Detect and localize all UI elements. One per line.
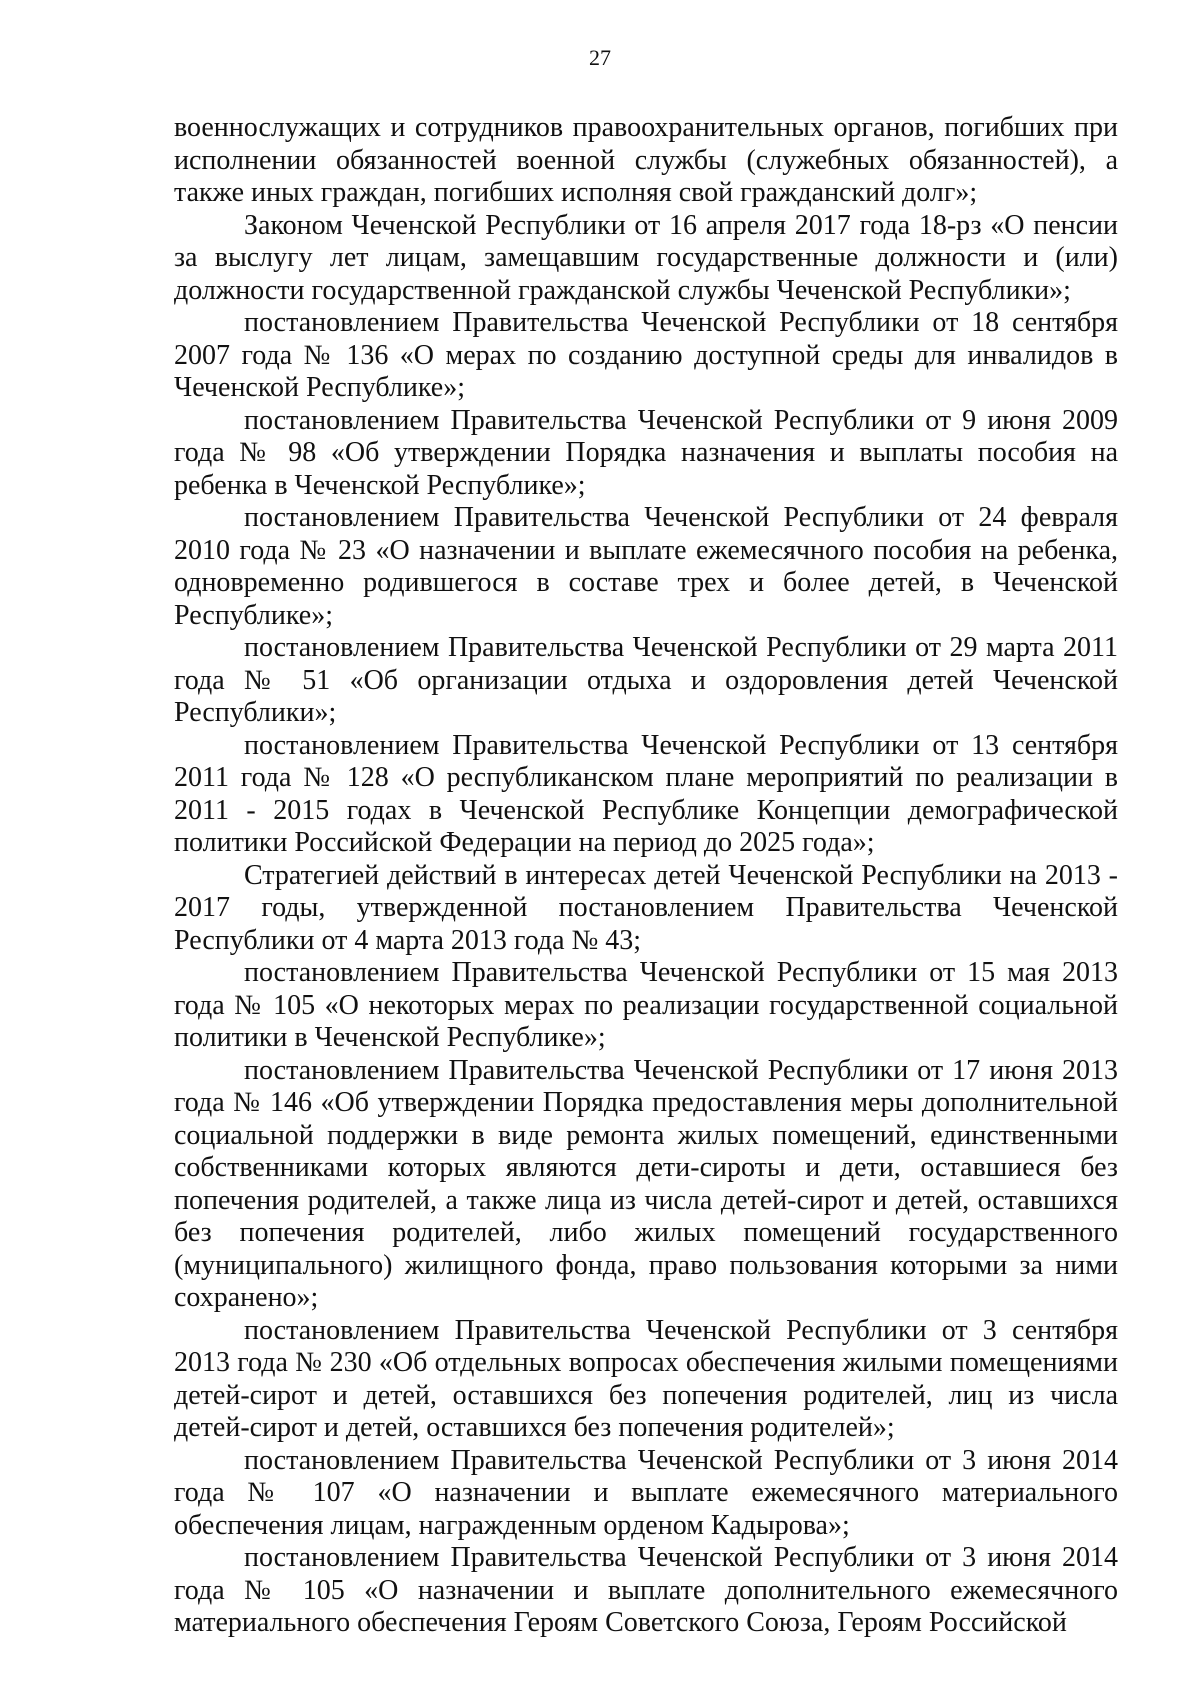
paragraph-law-pension: Законом Чеченской Республики от 16 апреля 2017 года 18-рз «О пенсии за выслугу лет лицам, замещавшим государственные должности и (или) должности государственной гражданской службы Чеченской Республики»; (174, 209, 1118, 306)
paragraph-resolution-105-2013: постановлением Правительства Чеченской Республики от 15 мая 2013 года № 105 «О некоторых мерах по реализации государственной социальной политики в Чеченской Республике»; (174, 957, 1118, 1053)
paragraph-resolution-136: постановлением Правительства Чеченской Республики от 18 сентября 2007 года № 136 «О мерах по созданию доступной среды для инвалидов в Чеченской Республике»; (174, 307, 1118, 403)
paragraph-resolution-128: постановлением Правительства Чеченской Республики от 13 сентября 2011 года № 128 «О республиканском плане мероприятий по реализации в 2011 - 2015 годах в Чеченской Республике Концепции демографической политики Российской Федерации на период до 2025 года»; (174, 729, 1118, 858)
paragraph-resolution-23: постановлением Правительства Чеченской Республики от 24 февраля 2010 года № 23 «О назначении и выплате ежемесячного пособия на ребенка, одновременно родившегося в составе трех и более детей, в Чеченской Республике»; (174, 502, 1118, 631)
paragraph-resolution-98: постановлением Правительства Чеченской Республики от 9 июня 2009 года № 98 «Об утверждении Порядка назначения и выплаты пособия на ребенка в Чеченской Республике»; (174, 404, 1118, 501)
paragraph-resolution-51: постановлением Правительства Чеченской Республики от 29 марта 2011 года № 51 «Об организации отдыха и оздоровления детей Чеченской Республики»; (174, 632, 1118, 728)
paragraph-resolution-105-2014: постановлением Правительства Чеченской Республики от 3 июня 2014 года № 105 «О назначении и выплате дополнительного ежемесячного материального обеспечения Героям Советского Союза, Героям Российской (174, 1542, 1118, 1638)
paragraph-resolution-146: постановлением Правительства Чеченской Республики от 17 июня 2013 года № 146 «Об утверждении Порядка предоставления меры дополнительной социальной поддержки в виде ремонта жилых помещений, единственными собственниками которых являются дети-сироты и дети, оставшиеся без попечения родителей, а также лица из числа детей-сирот и детей, оставшихся без попечения родителей, либо жилых помещений государственного (муниципального) жилищного фонда, право пользования которыми за ними сохранено»; (174, 1054, 1118, 1313)
document-body (174, 112, 1118, 1640)
paragraph-strategy-43: Стратегией действий в интересах детей Чеченской Республики на 2013 - 2017 годы, утвержденной постановлением Правительства Чеченской Республики от 4 марта 2013 года № 43; (174, 859, 1118, 956)
paragraph-resolution-107: постановлением Правительства Чеченской Республики от 3 июня 2014 года № 107 «О назначении и выплате ежемесячного материального обеспечения лицам, награжденным орденом Кадырова»; (174, 1444, 1118, 1541)
paragraph-continuation: военнослужащих и сотрудников правоохранительных органов, погибших при исполнении обязанностей военной службы (служебных обязанностей), а также иных граждан, погибших исполняя свой гражданский долг»; (174, 112, 1118, 208)
page-number: 27 (589, 45, 611, 70)
paragraph-resolution-230: постановлением Правительства Чеченской Республики от 3 сентября 2013 года № 230 «Об отдельных вопросах обеспечения жилыми помещениями детей-сирот и детей, оставшихся без попечения родителей, лиц из числа детей-сирот и детей, оставшихся без попечения родителей»; (174, 1314, 1118, 1443)
